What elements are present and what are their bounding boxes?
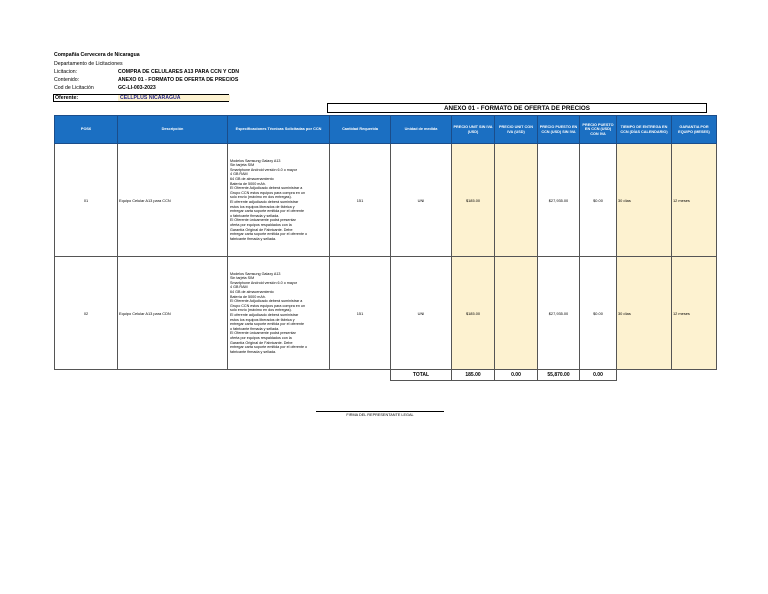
cell-tiempo-entrega[interactable]: 30 días bbox=[617, 144, 672, 257]
cell-garantia[interactable]: 12 meses bbox=[672, 144, 717, 257]
col-header-tiempo-entrega: TIEMPO DE ENTREGA EN CCN (DÍAS CALENDARIO) bbox=[617, 116, 672, 144]
spec-line: Garantía Original de Fabricante. Debe bbox=[230, 227, 293, 232]
signature-line bbox=[316, 411, 444, 412]
total-puesto-con-iva: 0.00 bbox=[580, 370, 617, 381]
spec-line: Modelos Samsung Galaxy A13 bbox=[230, 158, 281, 163]
spec-line: entregar carta soporte emitida por el oferente o bbox=[230, 345, 308, 350]
contenido-value: ANEXO 01 - FORMATO DE OFERTA DE PRECIOS bbox=[118, 77, 239, 83]
table-header-row bbox=[55, 116, 717, 144]
spec-line: Grupo CCN estos equipos para compra en un bbox=[230, 303, 306, 308]
cell-pos: 01 bbox=[55, 144, 118, 257]
col-header-unidad: Unidad de medida bbox=[391, 116, 452, 144]
spec-line: 64 GB de almacenamiento bbox=[230, 177, 274, 182]
cell-precio-sin-iva[interactable]: $185.00 bbox=[452, 144, 495, 257]
spec-line: o fabricante firmada y sellada. bbox=[230, 213, 280, 218]
col-header-precio-sin-iva: PRECIO UNIT SIN IVA (USD) bbox=[452, 116, 495, 144]
spec-line: o fabricante firmada y sellada. bbox=[230, 326, 280, 331]
cell-unidad: UNI bbox=[391, 144, 452, 257]
department-name: Departamento de Licitaciones bbox=[54, 61, 123, 67]
spec-line: estos los equipos liberados de fábrica y bbox=[230, 204, 295, 209]
col-header-pos: POS6 bbox=[55, 116, 118, 144]
contenido-label: Contenido: bbox=[54, 77, 80, 83]
oferente-value[interactable]: CELLPLUS NICARAGUA bbox=[118, 95, 230, 101]
cell-puesto-sin-iva: $27,935.00 bbox=[538, 257, 580, 370]
spec-line: 4 GB RAM bbox=[230, 172, 248, 177]
spec-line: Sin tarjeta SIM bbox=[230, 276, 255, 281]
signature-label: FIRMA DEL REPRESENTANTE LEGAL bbox=[346, 413, 414, 417]
spec-line: El oferente adjudicado deberá suministrar bbox=[230, 200, 299, 204]
codigo-value: GC-LI-003-2023 bbox=[118, 85, 156, 91]
spec-line: fabricante firmada y sellada. bbox=[230, 236, 277, 241]
cell-garantia[interactable]: 12 meses bbox=[672, 257, 717, 370]
col-header-puesto-sin-iva: PRECIO PUESTO EN CCN (USD) SIN IVA bbox=[538, 116, 580, 144]
cell-especificaciones bbox=[228, 257, 330, 370]
cell-tiempo-entrega[interactable]: 30 días bbox=[617, 257, 672, 370]
table-row bbox=[55, 257, 717, 370]
company-name: Compañía Cervecera de Nicaragua bbox=[54, 52, 140, 58]
col-header-descripcion: Descripción bbox=[118, 116, 228, 144]
spec-line: oferta por equipos respaldados con la bbox=[230, 222, 292, 227]
spec-line: Batería de 5000 mAh. bbox=[230, 181, 266, 186]
spec-line: El Oferente únicamente podrá presentar bbox=[230, 331, 296, 336]
oferente-row bbox=[53, 94, 229, 102]
cell-precio-con-iva[interactable] bbox=[495, 144, 538, 257]
spec-line: Smartphone Android versión 6.0 o mayor bbox=[230, 280, 298, 285]
cell-descripcion: Equipo Celular A13 para CCN bbox=[118, 144, 228, 257]
col-header-cantidad: Cantidad Requerida bbox=[330, 116, 391, 144]
spec-line: 64 GB de almacenamiento bbox=[230, 290, 274, 295]
totals-row bbox=[55, 370, 717, 381]
cell-puesto-sin-iva: $27,935.00 bbox=[538, 144, 580, 257]
spec-line: oferta por equipos respaldados con la bbox=[230, 335, 292, 340]
spec-line: Batería de 5000 mAh. bbox=[230, 294, 266, 299]
total-puesto-sin-iva: 55,870.00 bbox=[538, 370, 580, 381]
cell-puesto-con-iva: $0.00 bbox=[580, 257, 617, 370]
licitacion-label: Licitacion: bbox=[54, 69, 78, 75]
spec-line: estos los equipos liberados de fábrica y bbox=[230, 317, 295, 322]
table-row bbox=[55, 144, 717, 257]
price-offer-table bbox=[54, 115, 717, 381]
spec-line: El Oferente Adjudicado deberá suministrar a bbox=[230, 299, 303, 304]
col-header-puesto-con-iva: PRECIO PUESTO EN CCN (USD) CON IVA bbox=[580, 116, 617, 144]
spec-line: Sin tarjeta SIM bbox=[230, 163, 255, 168]
spec-line: solo envío (máximo en dos entregas). bbox=[230, 195, 292, 200]
cell-precio-sin-iva[interactable]: $185.00 bbox=[452, 257, 495, 370]
col-header-especificaciones: Especificaciones Técnicas Solicitadas por CCN bbox=[228, 116, 330, 144]
col-header-garantia: GARANTIA POR EQUIPO (MESES) bbox=[672, 116, 717, 144]
cell-puesto-con-iva: $0.00 bbox=[580, 144, 617, 257]
cell-cantidad: 151 bbox=[330, 144, 391, 257]
codigo-label: Cod de Licitación bbox=[54, 85, 94, 91]
spec-line: El Oferente únicamente podrá presentar bbox=[230, 218, 296, 223]
cell-descripcion: Equipo Celular A13 para CDN bbox=[118, 257, 228, 370]
oferente-label: Oferente: bbox=[54, 95, 119, 101]
spec-line: Garantía Original de Fabricante. Debe bbox=[230, 340, 293, 345]
cell-precio-con-iva[interactable] bbox=[495, 257, 538, 370]
cell-especificaciones bbox=[228, 144, 330, 257]
spec-line: solo envío (máximo en dos entregas). bbox=[230, 308, 292, 313]
cell-pos: 02 bbox=[55, 257, 118, 370]
spec-line: entregar carta soporte emitida por el oferente bbox=[230, 322, 304, 327]
total-precio-con-iva: 0.00 bbox=[495, 370, 538, 381]
spec-line: El Oferente Adjudicado deberá suministrar a bbox=[230, 186, 303, 191]
spec-line: Smartphone Android versión 6.0 o mayor bbox=[230, 167, 298, 172]
total-label: TOTAL bbox=[391, 370, 452, 381]
spec-line: fabricante firmada y sellada. bbox=[230, 349, 277, 354]
spec-line: Grupo CCN estos equipos para compra en un bbox=[230, 190, 306, 195]
spec-line: Modelos Samsung Galaxy A13 bbox=[230, 271, 281, 276]
anexo-title: ANEXO 01 - FORMATO DE OFERTA DE PRECIOS bbox=[327, 103, 707, 113]
spec-line: entregar carta soporte emitida por el oferente o bbox=[230, 232, 308, 237]
cell-cantidad: 151 bbox=[330, 257, 391, 370]
spec-line: El oferente adjudicado deberá suministrar bbox=[230, 313, 299, 317]
licitacion-value: COMPRA DE CELULARES A13 PARA CCN Y CDN bbox=[118, 69, 240, 75]
cell-unidad: UNI bbox=[391, 257, 452, 370]
col-header-precio-con-iva: PRECIO UNIT CON IVA (USD) bbox=[495, 116, 538, 144]
spec-line: 4 GB RAM bbox=[230, 285, 248, 290]
total-precio-sin-iva: 185.00 bbox=[452, 370, 495, 381]
spec-line: entregar carta soporte emitida por el oferente bbox=[230, 209, 304, 214]
